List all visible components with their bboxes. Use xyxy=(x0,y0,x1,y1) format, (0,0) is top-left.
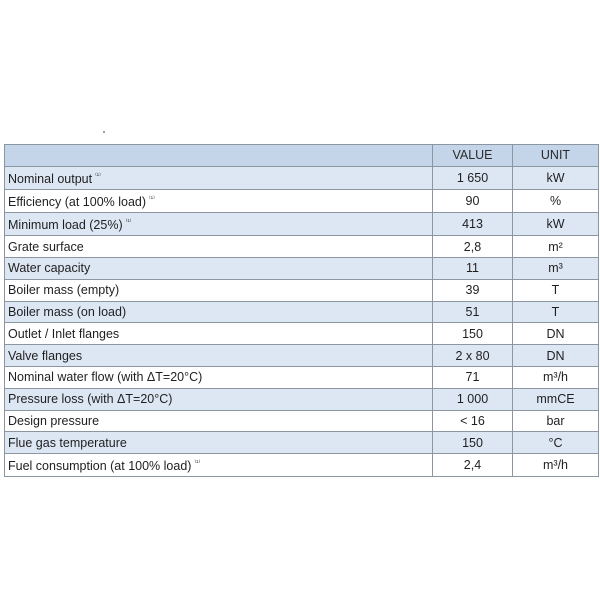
row-label: Nominal water flow (with ΔT=20°C) xyxy=(8,370,203,385)
table-row xyxy=(5,236,599,258)
row-label: Outlet / Inlet flanges xyxy=(8,326,120,341)
row-label: Valve flanges xyxy=(8,348,83,363)
row-value-cell: 150 xyxy=(433,323,513,345)
row-unit-cell: kW xyxy=(513,166,599,189)
row-unit-cell: T xyxy=(513,279,599,301)
table-row xyxy=(5,301,599,323)
row-label: Minimum load (25%) xyxy=(8,218,123,233)
header-row xyxy=(5,145,599,167)
row-label: Pressure loss (with ΔT=20°C) xyxy=(8,392,173,407)
footnote-mark: ⁽¹⁾ xyxy=(95,172,101,180)
row-unit-cell: °C xyxy=(513,432,599,454)
stray-mark xyxy=(103,131,105,133)
row-value-cell: 413 xyxy=(433,213,513,236)
row-label-cell xyxy=(5,410,433,432)
header-unit-cell: UNIT xyxy=(513,145,599,167)
footnote-mark: ⁽¹⁾ xyxy=(125,219,132,227)
row-unit-cell: bar xyxy=(513,410,599,432)
row-value-cell: 2,8 xyxy=(433,236,513,258)
table-row xyxy=(5,258,599,280)
row-value-cell: 51 xyxy=(433,301,513,323)
header-label-cell xyxy=(5,145,433,167)
row-unit-cell: kW xyxy=(513,213,599,236)
row-label-cell xyxy=(5,454,433,477)
row-label: Fuel consumption (at 100% load) xyxy=(8,459,192,474)
row-label: Water capacity xyxy=(8,261,91,276)
table-row xyxy=(5,454,599,477)
row-value-cell: 90 xyxy=(433,189,513,212)
row-unit-cell: mmCE xyxy=(513,388,599,410)
row-label: Design pressure xyxy=(8,414,100,429)
table-row xyxy=(5,189,599,212)
row-value-cell: 11 xyxy=(433,258,513,280)
row-unit-cell: DN xyxy=(513,323,599,345)
row-label-cell xyxy=(5,388,433,410)
row-value-cell: 1 650 xyxy=(433,166,513,189)
row-unit-cell: m² xyxy=(513,236,599,258)
footnote-mark: ⁽¹⁾ xyxy=(149,195,155,203)
table-row xyxy=(5,432,599,454)
row-label-cell xyxy=(5,236,433,258)
row-label-cell xyxy=(5,345,433,367)
row-value-cell: 1 000 xyxy=(433,388,513,410)
row-label-cell xyxy=(5,432,433,454)
table-row xyxy=(5,213,599,236)
row-label: Grate surface xyxy=(8,239,84,254)
row-value-cell: 2 x 80 xyxy=(433,345,513,367)
table-row xyxy=(5,279,599,301)
row-unit-cell: DN xyxy=(513,345,599,367)
row-value-cell: 150 xyxy=(433,432,513,454)
row-label-cell xyxy=(5,258,433,280)
row-unit-cell: % xyxy=(513,189,599,212)
row-label: Boiler mass (on load) xyxy=(8,305,127,320)
header-value-cell: VALUE xyxy=(433,145,513,167)
row-label: Nominal output xyxy=(8,171,93,186)
table-row xyxy=(5,323,599,345)
row-label: Flue gas temperature xyxy=(8,435,127,450)
row-value-cell: < 16 xyxy=(433,410,513,432)
row-label-cell xyxy=(5,323,433,345)
table-header xyxy=(5,145,599,167)
row-value-cell: 71 xyxy=(433,367,513,389)
table-row xyxy=(5,367,599,389)
row-value-cell: 39 xyxy=(433,279,513,301)
row-unit-cell: T xyxy=(513,301,599,323)
row-label-cell xyxy=(5,301,433,323)
row-label: Boiler mass (empty) xyxy=(8,283,120,298)
table-row xyxy=(5,388,599,410)
specifications-table xyxy=(4,144,599,477)
footnote-mark: ⁽¹⁾ xyxy=(194,460,201,468)
table-body xyxy=(5,166,599,477)
row-label: Efficiency (at 100% load) xyxy=(8,195,147,210)
row-unit-cell: m³/h xyxy=(513,454,599,477)
row-unit-cell: m³/h xyxy=(513,367,599,389)
row-label-cell xyxy=(5,166,433,189)
row-label-cell xyxy=(5,189,433,212)
row-label-cell xyxy=(5,213,433,236)
row-unit-cell: m³ xyxy=(513,258,599,280)
row-label-cell xyxy=(5,279,433,301)
table-row xyxy=(5,410,599,432)
row-label-cell xyxy=(5,367,433,389)
table-row xyxy=(5,166,599,189)
table-row xyxy=(5,345,599,367)
row-value-cell: 2,4 xyxy=(433,454,513,477)
